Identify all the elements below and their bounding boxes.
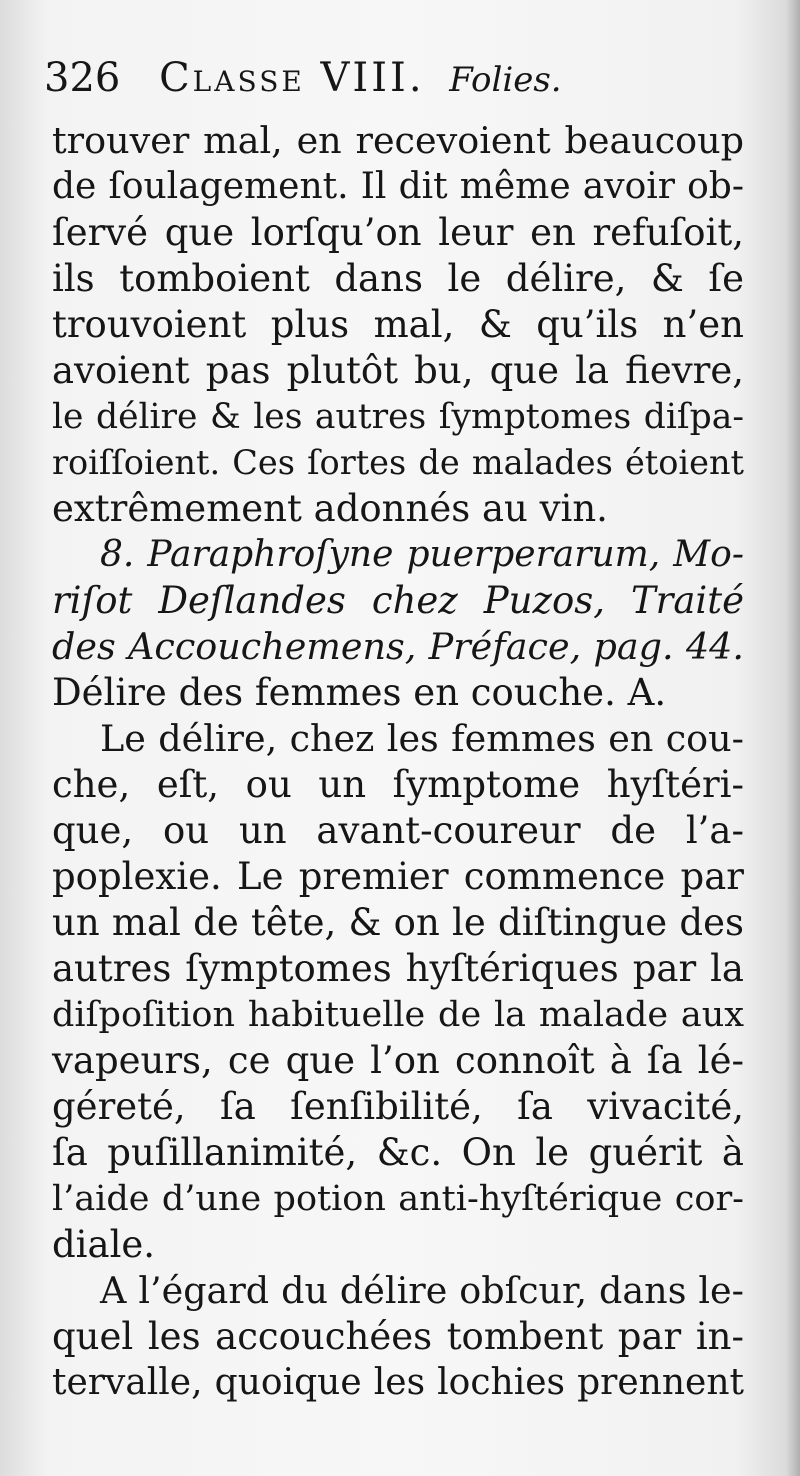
entry-heading-line: des Accouchemens, Préface, pag. 44. <box>52 625 744 668</box>
text-line: le délire & les autres ſymptomes diſpa- <box>52 397 744 437</box>
text-line: quel les accouchées tombent par in- <box>52 1315 744 1358</box>
text-line: Délire des femmes en couche. A. <box>52 671 667 714</box>
folio-title: Folies. <box>449 60 562 100</box>
entry-heading-line: riſot Deſlandes chez Puzos, Traité <box>52 579 744 622</box>
text-line: che, eſt, ou un ſymptome hyſtéri- <box>52 763 744 806</box>
text-line: extrêmement adonnés au vin. <box>52 487 608 530</box>
text-line: que, ou un avant-coureur de l’a- <box>52 809 744 852</box>
page-number: 326 <box>44 55 121 101</box>
text-line: diſpoſition habituelle de la malade aux <box>52 995 744 1035</box>
text-line: autres ſymptomes hyſtériques par la <box>52 947 744 990</box>
text-line: de ſoulagement. Il dit même avoir ob- <box>52 166 744 207</box>
entry-heading-line: 8. Paraphroſyne puerperarum, Mo- <box>100 534 744 575</box>
text-line: vapeurs, ce que l’on connoît à ſa lé- <box>52 1039 744 1082</box>
text-line: ils tomboient dans le délire, & ſe <box>52 257 744 300</box>
text-line: ſervé que lorſqu’on leur en refuſoit, <box>52 211 744 254</box>
class-title: Classe VIII. <box>159 55 425 101</box>
text-line: diale. <box>52 1223 156 1266</box>
text-line: trouvoient plus mal, & qu’ils n’en <box>52 303 744 346</box>
text-line: tervalle, quoique les lochies prennent <box>52 1362 744 1403</box>
text-line: ſa puſillanimité, &c. On le guérit à <box>52 1131 744 1174</box>
running-header <box>44 52 784 104</box>
text-line: l’aide d’une potion anti-hyſtérique cor- <box>52 1179 744 1219</box>
text-line: roiſſoient. Ces ſortes de malades étoient <box>52 443 744 482</box>
paragraph-start-line: Le délire, chez les femmes en cou- <box>100 717 744 760</box>
text-line: trouver mal, en recevoient beaucoup <box>52 119 744 162</box>
page-edge-shadow <box>786 0 800 1476</box>
paragraph-start-line: A l’égard du délire obſcur, dans le- <box>100 1269 744 1312</box>
page-body <box>52 118 744 1406</box>
text-line: poplexie. Le premier commence par <box>52 855 744 898</box>
text-line: géreté, ſa ſenſibilité, ſa vivacité, <box>52 1085 744 1128</box>
text-line: un mal de tête, & on le diſtingue des <box>52 901 744 944</box>
text-line: avoient pas plutôt bu, que la fievre, <box>52 349 744 392</box>
